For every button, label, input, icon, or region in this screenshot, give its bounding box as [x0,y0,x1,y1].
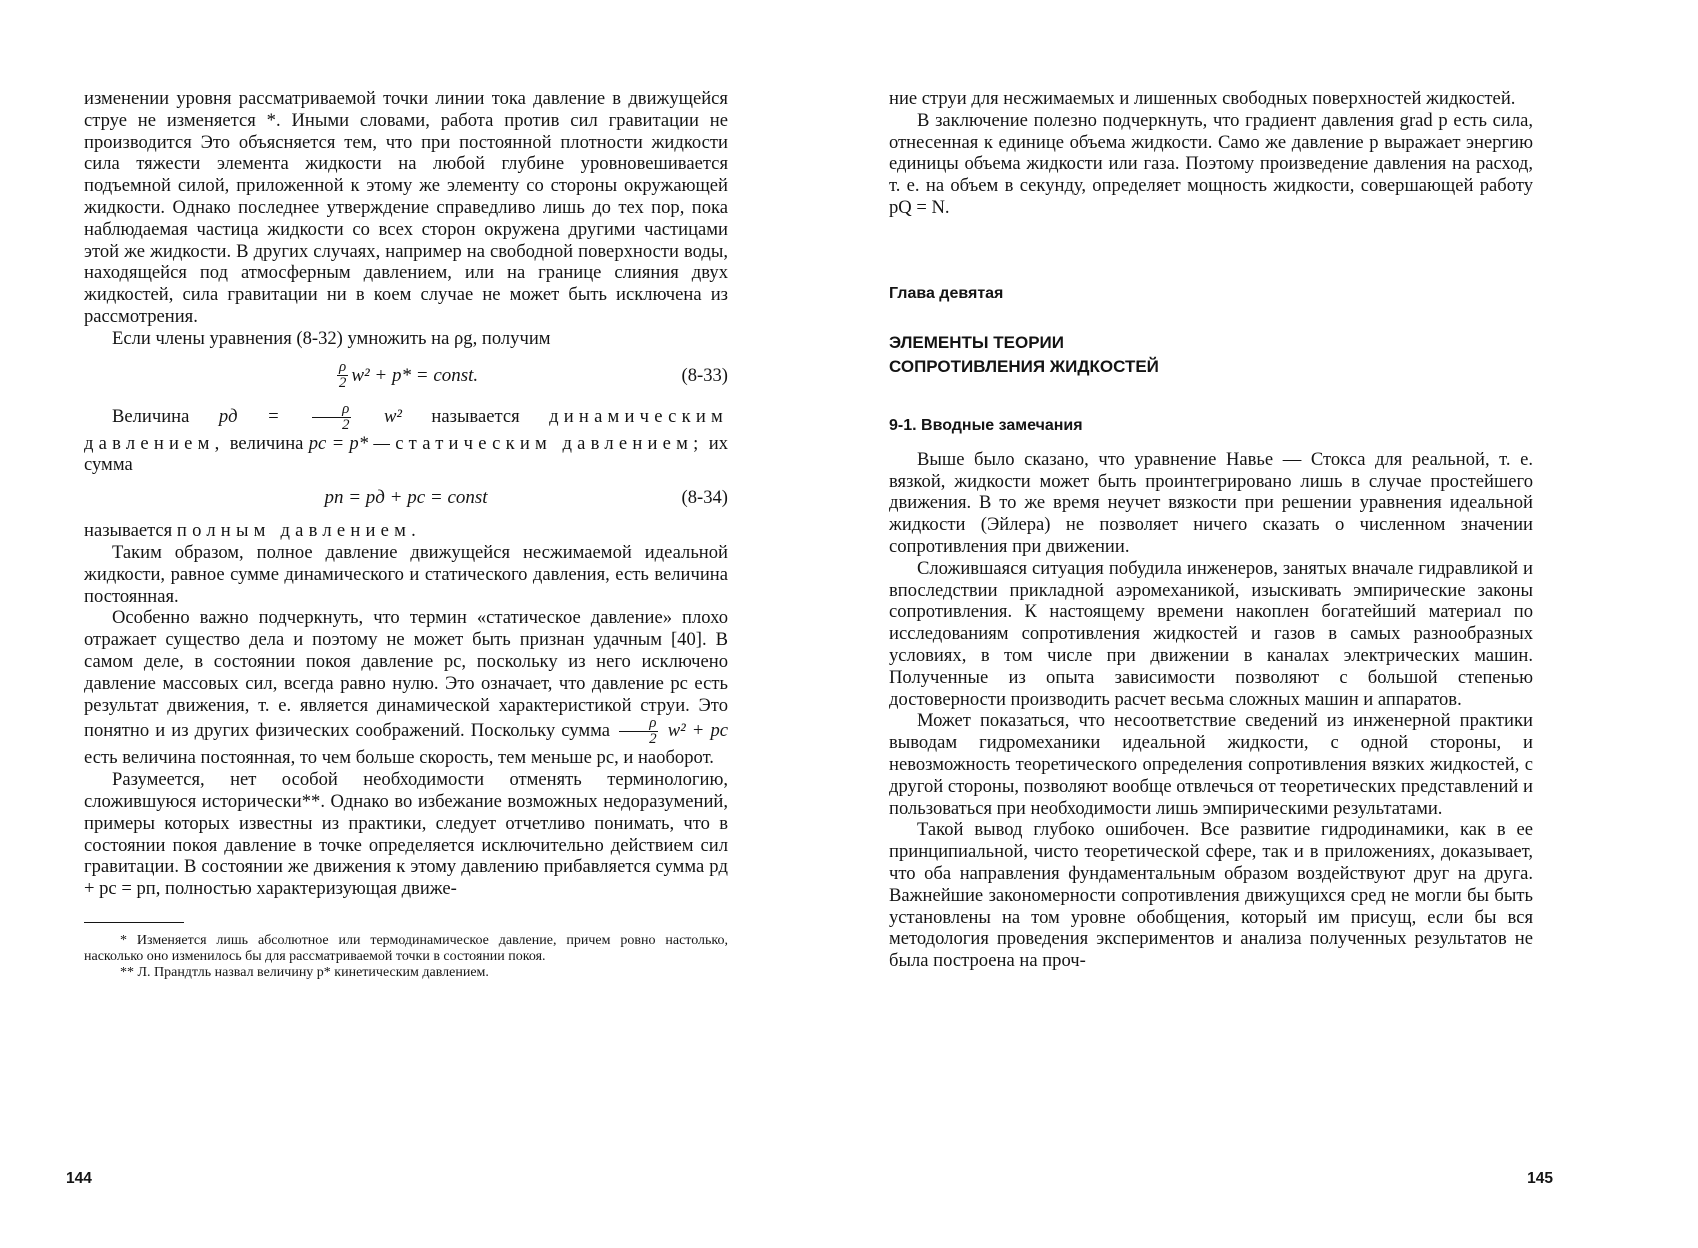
paragraph: Может показаться, что несоответствие сведений из инженерной практики выводам гидромеханики идеальной жидкости, с одной стороны, и невозможность теоретического определения сопротивления вязких жидкостей, с другой стороны, позволяют вообще отвлечься от теоретических представлений и пользоваться при необходимости лишь эмпирическими результатами. [889,710,1533,819]
paragraph: Таким образом, полное давление движущейся несжимаемой идеальной жидкости, равное сумме динамического и статического давления, есть величина постоянная. [84,541,728,607]
math-expr: pд = [218,405,280,427]
paragraph-pressure-definitions [84,402,728,477]
chapter-label: Глава девятая [889,284,1004,302]
fraction-denominator: 2 [338,375,347,392]
fraction [312,402,352,433]
fraction-numerator: ρ [312,402,351,418]
paragraph: изменении уровня рассматриваемой точки линии тока давление в движущейся струе не изменяется *. Иными словами, работа против сил гравитации не производится Это объясняется тем, что при постоянной плотности жидкости сила тяжести элемента жидкости на любой глубине уровновешивается подъемной силой, приложенной к этому же элементу со стороны окружающей жидкости. Однако последнее утверждение справедливо лишь до тех пор, пока наблюдаемая частица жидкости со всех сторон окружена другими частицами этой же жидкости. В других случаях, например на свободной поверхности воды, находящейся под атмосферным давлением, или на границе слияния двух жидкостей, сила гравитации ни в коем случае не может быть исключена из рассмотрения. [84,88,728,327]
equation-body: w² + p* = const. [351,364,479,386]
fraction-numerator: ρ [619,716,658,732]
paragraph: ние струи для несжимаемых и лишенных свободных поверхностей жидкостей. [889,88,1516,109]
fraction-denominator: 2 [342,416,350,433]
chapter-title [889,331,1533,379]
emphasized-term: динамическим давлением, [84,405,728,454]
fraction-numerator: ρ [338,359,347,376]
text: величина [229,432,304,454]
fraction [619,716,659,747]
chapter-title-line: СОПРОТИВЛЕНИЯ ЖИДКОСТЕЙ [889,356,1159,376]
right-text-column [889,88,1533,972]
left-text-column [84,88,728,981]
page-number: 144 [66,1170,92,1187]
paragraph: В заключение полезно подчеркнуть, что градиент давления grad p есть сила, отнесенная к единице объема жидкости. Само же давление p выражает энергию единицы объема жидкости или газа. Поэтому произведение давления на расход, т. е. на объем в секунду, определяет мощность жидкости, совершающей работу pQ = N. [889,109,1533,218]
text: их сумма [84,432,729,476]
equation-body: pп = pд + pс = const [324,487,488,509]
emphasized-term: статическим давлением; [395,432,704,454]
math-expr: w² + pс [667,720,728,742]
fraction-denominator: 2 [649,731,657,748]
section-title: 9-1. Вводные замечания [889,416,1083,434]
text: называется [84,520,173,542]
equation-8-33 [84,350,728,402]
text: называется [431,405,520,427]
footnote-divider [84,922,184,923]
page-number: 145 [1527,1170,1553,1187]
paragraph: Разумеется, нет особой необходимости отменять терминологию, сложившуюся исторически**. Однако во избежание возможных недоразумений, примеры которых известны из практики, следует отчетливо понимать, что в состоянии покоя давление в точке определяется исключительно действием сил гравитации. В состоянии же движения к этому давлению прибавляется сумма pд + pс = pп, полностью характеризующая движе- [84,769,728,900]
paragraph [84,607,728,769]
fraction [337,360,349,391]
footnote: * Изменяется лишь абсолютное или термодинамическое давление, причем ровно настолько, насколько оно изменилось бы для рассматриваемой точки в состоянии покоя. [84,932,728,964]
chapter-title-line: ЭЛЕМЕНТЫ ТЕОРИИ [889,332,1064,352]
paragraph: Сложившаяся ситуация побудила инженеров, занятых вначале гидравликой и впоследствии прикладной аэромеханикой, изыскивать эмпирические законы сопротивления. К настоящему времени накоплен богатейший материал по исследованиям сопротивления жидкостей и газов в самых разнообразных условиях, в том числе при движении в каналах электрических машин. Полученные из опыта зависимости позволяют с большой степенью достоверности производить расчет весьма сложных машин и аппаратов. [889,557,1533,710]
paragraph: Если члены уравнения (8-32) умножить на ρg, получим [112,327,551,349]
footnote: ** Л. Прандтль назвал величину p* кинетическим давлением. [120,964,489,980]
text: есть величина постоянная, то чем больше скорость, тем меньше pс, и наоборот. [84,747,714,769]
right-page [849,0,1698,1248]
math-expr: pс = p* — [308,432,390,454]
text: Особенно важно подчеркнуть, что термин «статическое давление» плохо отражает существо дела и поэтому не может быть признан удачным [40]. В самом деле, в состоянии покоя давление pс, поскольку из него исключено давление массовых сил, всегда равно нулю. Это означает, что давление pс есть результат движения, т. е. является динамической характеристикой струи. Это понятно и из других физических соображений. Поскольку сумма [84,607,728,742]
paragraph: Выше было сказано, что уравнение Навье — Стокса для реальной, т. е. вязкой, жидкости может быть проинтегрировано лишь в случае простейшего движения. В то же время неучет вязкости при решении уравнения идеальной жидкости (Эйлера) не позволяет ничего сказать о численном значении сопротивления при движении. [889,448,1533,557]
equation-number: (8-34) [681,487,728,509]
paragraph: Такой вывод глубоко ошибочен. Все развитие гидродинамики, как в ее принципиальной, чисто теоретической сфере, так и в приложениях, доказывает, что оба направления фундаментальным образом воздействуют друг на друга. Важнейшие закономерности сопротивления движущихся сред не могли бы быть установлены на том уровне обобщения, который им присущ, если бы вся методология проведения экспериментов и анализа полученных результатов не была построена на проч- [889,819,1533,972]
paragraph [84,520,728,542]
equation-8-34 [84,476,728,520]
text: Величина [112,405,190,427]
equation-number: (8-33) [681,364,728,386]
math-expr: w² [383,405,402,427]
emphasized-term: полным давлением. [176,520,421,542]
